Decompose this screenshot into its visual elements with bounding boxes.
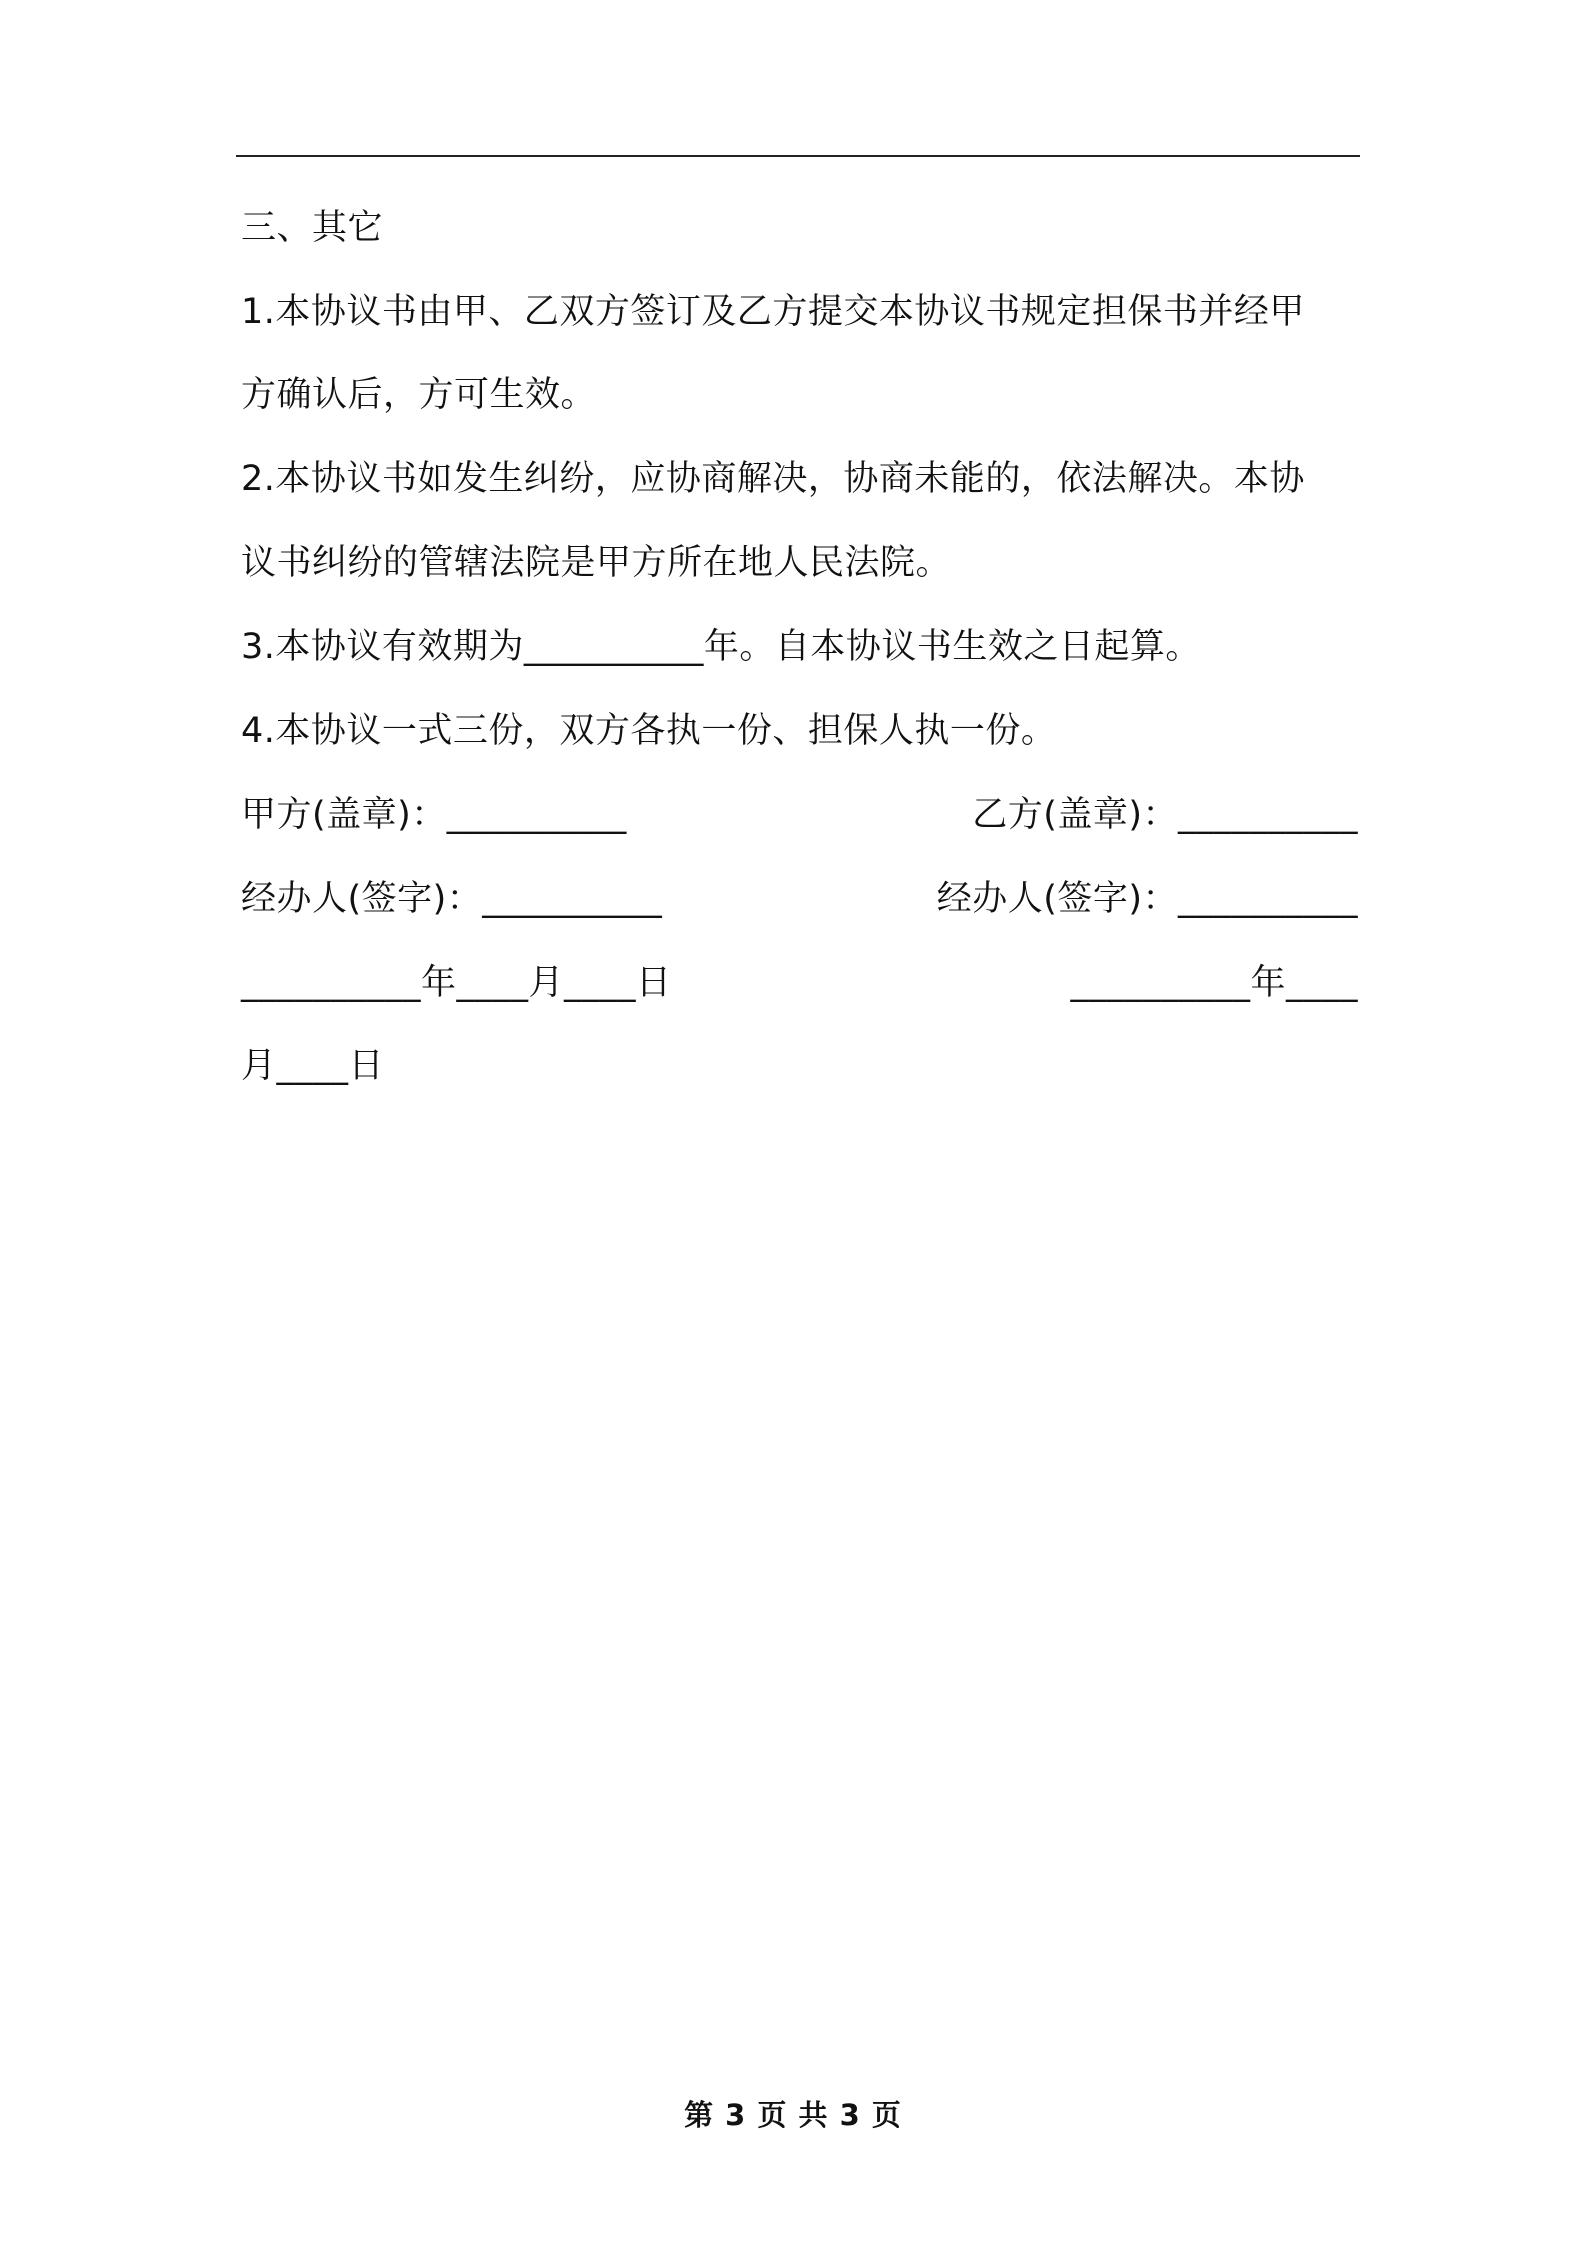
clause-3: 3.本协议有效期为__________年。自本协议书生效之日起算。: [241, 627, 1201, 667]
header-rule: [236, 155, 1360, 157]
clause-1-line-2: 方确认后，方可生效。: [241, 375, 597, 415]
clause-2-line-1: 2.本协议书如发生纠纷，应协商解决，协商未能的，依法解决。本协: [241, 459, 1305, 499]
section-heading: 三、其它: [241, 208, 384, 248]
party-b-date-field: __________年____: [1070, 963, 1358, 1003]
party-a-seal-field: 甲方(盖章)：__________: [241, 795, 627, 835]
clause-4: 4.本协议一式三份，双方各执一份、担保人执一份。: [241, 711, 1057, 751]
party-b-date-continuation: 月____日: [241, 1046, 385, 1086]
party-a-agent-field: 经办人(签字)：__________: [241, 879, 663, 919]
party-b-seal-field: 乙方(盖章)：__________: [972, 795, 1358, 835]
clause-2-line-2: 议书纠纷的管辖法院是甲方所在地人民法院。: [241, 543, 952, 583]
party-b-agent-field: 经办人(签字)：__________: [936, 879, 1358, 919]
party-a-date-field: __________年____月____日: [241, 963, 672, 1003]
clause-1-line-1: 1.本协议书由甲、乙双方签订及乙方提交本协议书规定担保书并经甲: [241, 292, 1305, 332]
page-indicator: 第 3 页 共 3 页: [684, 2098, 902, 2132]
